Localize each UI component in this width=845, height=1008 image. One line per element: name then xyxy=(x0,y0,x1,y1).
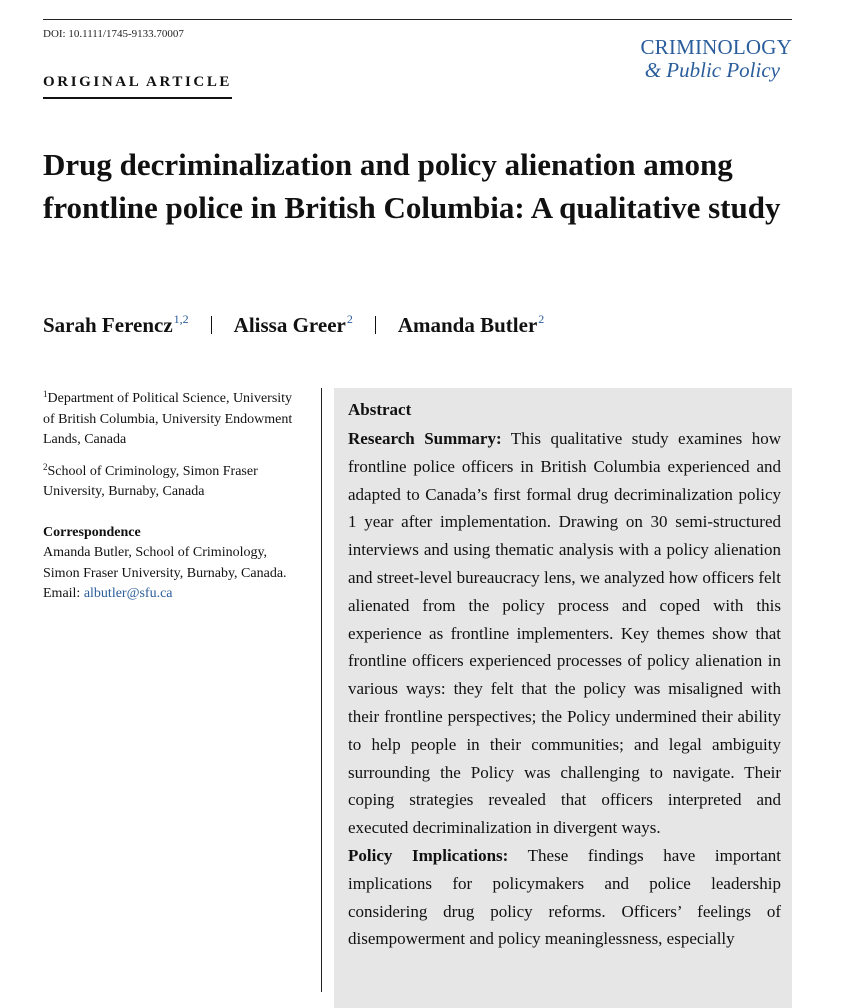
doi: DOI: 10.1111/1745-9133.70007 xyxy=(43,28,184,40)
policy-implications-label: Policy Implications: xyxy=(348,845,509,865)
affiliation-2 xyxy=(43,457,303,503)
abstract-heading: Abstract xyxy=(348,400,412,419)
author-list xyxy=(43,312,544,338)
author-name: Amanda Butler xyxy=(397,313,538,337)
author-separator xyxy=(211,316,212,334)
correspondence-heading: Correspondence xyxy=(43,524,141,540)
affiliation-text: School of Criminology, Simon Fraser University, Burnaby, Canada xyxy=(43,463,258,499)
correspondence-email-line xyxy=(43,584,303,605)
journal-logo xyxy=(640,36,792,82)
article-title: Drug decriminalization and policy alienation among frontline police in British Columbia: A qualitative study xyxy=(43,147,781,225)
author-affiliation[interactable]: 2 xyxy=(346,312,353,326)
journal-name-line1: CRIMINOLOGY xyxy=(640,35,792,59)
affiliation-number: 2 xyxy=(43,461,48,472)
email-label: Email: xyxy=(43,586,84,601)
affiliations-column xyxy=(43,384,303,605)
affiliation-number: 1 xyxy=(43,389,48,399)
affiliation-text: Department of Political Science, University of British Columbia, University Endowment Lands, Canada xyxy=(43,391,293,447)
author-separator xyxy=(375,316,376,334)
author-3 xyxy=(398,312,544,338)
abstract-box xyxy=(334,388,792,1008)
author-name: Alissa Greer xyxy=(233,313,346,337)
research-summary xyxy=(348,425,781,842)
correspondence-text: Amanda Butler, School of Criminology, Simon Fraser University, Burnaby, Canada. xyxy=(43,545,287,581)
top-rule xyxy=(43,19,792,20)
author-affiliation[interactable]: 1,2 xyxy=(173,312,189,326)
column-divider xyxy=(321,388,322,992)
author-name: Sarah Ferencz xyxy=(43,313,173,337)
policy-implications-text: These findings have important implications for policymakers and police leadership considering drug policy reforms. Officers’ feelings of disempowerment and policy meaninglessness, especially xyxy=(348,845,782,949)
journal-name-line2: & Public Policy xyxy=(644,58,780,82)
article-type: ORIGINAL ARTICLE xyxy=(43,74,232,99)
author-1 xyxy=(43,312,189,338)
author-affiliation[interactable]: 2 xyxy=(538,312,545,326)
research-summary-text: This qualitative study examines how frontline police officers in British Columbia experienced and adapted to Canada’s first formal drug decriminalization policy 1 year after implementation. Drawing on 30 semi-structured interviews and using thematic analysis with a policy alienation and street-level bureaucracy lens, we analyzed how officers felt alienated from the policy process and coped with this experience as frontline implementers. Key themes show that frontline officers experienced processes of policy alienation in various ways: they felt that the policy was misaligned with their frontline perspectives; the Policy undermined their ability to help people in their communities; and legal ambiguity surrounding the Policy was challenging to navigate. Their coping strategies revealed that officers interpreted and executed decriminalization in divergent ways. xyxy=(348,429,781,838)
email-link[interactable]: albutler@sfu.ca xyxy=(83,586,173,601)
author-2 xyxy=(234,312,353,338)
policy-implications xyxy=(348,842,781,953)
research-summary-label: Research Summary: xyxy=(348,429,502,448)
affiliation-1 xyxy=(43,384,303,451)
